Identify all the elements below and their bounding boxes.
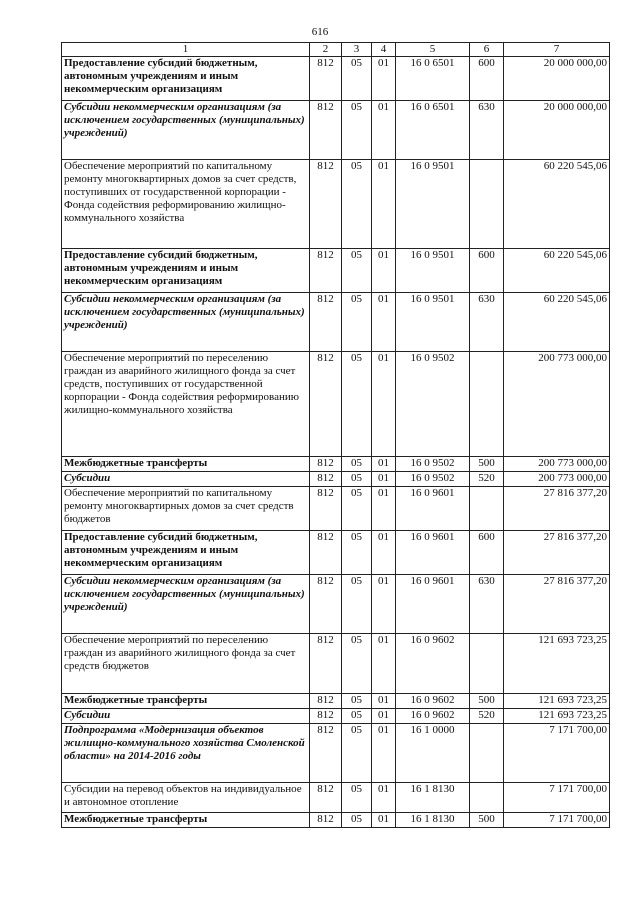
row-amount-cell: 60 220 545,06 [504, 249, 610, 293]
row-section-cell: 05 [342, 531, 372, 575]
row-code-cell: 812 [310, 472, 342, 487]
row-code-cell: 812 [310, 457, 342, 472]
row-amount-cell: 27 816 377,20 [504, 487, 610, 531]
table-row [62, 813, 610, 828]
row-type-cell: 600 [470, 249, 504, 293]
row-subsection-cell: 01 [372, 783, 396, 813]
row-target-cell: 16 0 6501 [396, 101, 470, 160]
row-amount-cell: 7 171 700,00 [504, 783, 610, 813]
header-cell: 6 [470, 43, 504, 57]
row-code-cell: 812 [310, 101, 342, 160]
row-amount-cell: 121 693 723,25 [504, 694, 610, 709]
header-cell: 4 [372, 43, 396, 57]
row-name-cell: Предоставление субсидий бюджетным, автономным учреждениям и иным некоммерческим организациям [62, 249, 310, 293]
row-subsection-cell: 01 [372, 634, 396, 694]
row-subsection-cell: 01 [372, 575, 396, 634]
row-section-cell: 05 [342, 694, 372, 709]
row-section-cell: 05 [342, 57, 372, 101]
row-amount-cell: 121 693 723,25 [504, 709, 610, 724]
row-subsection-cell: 01 [372, 160, 396, 249]
row-amount-cell: 121 693 723,25 [504, 634, 610, 694]
row-amount-cell: 7 171 700,00 [504, 724, 610, 783]
row-section-cell: 05 [342, 575, 372, 634]
row-type-cell: 500 [470, 813, 504, 828]
row-subsection-cell: 01 [372, 57, 396, 101]
row-section-cell: 05 [342, 472, 372, 487]
row-code-cell: 812 [310, 575, 342, 634]
row-subsection-cell: 01 [372, 293, 396, 352]
row-section-cell: 05 [342, 634, 372, 694]
row-subsection-cell: 01 [372, 724, 396, 783]
row-target-cell: 16 0 9601 [396, 575, 470, 634]
row-code-cell: 812 [310, 634, 342, 694]
row-section-cell: 05 [342, 709, 372, 724]
row-code-cell: 812 [310, 160, 342, 249]
row-name-cell: Субсидии [62, 472, 310, 487]
row-name-cell: Межбюджетные трансферты [62, 457, 310, 472]
row-type-cell [470, 487, 504, 531]
row-subsection-cell: 01 [372, 813, 396, 828]
row-section-cell: 05 [342, 352, 372, 457]
table-row [62, 694, 610, 709]
row-type-cell [470, 724, 504, 783]
row-amount-cell: 27 816 377,20 [504, 575, 610, 634]
row-target-cell: 16 0 9501 [396, 293, 470, 352]
row-subsection-cell: 01 [372, 249, 396, 293]
row-name-cell: Обеспечение мероприятий по переселению граждан из аварийного жилищного фонда за счет средств бюджетов [62, 634, 310, 694]
table-row [62, 352, 610, 457]
table-row [62, 487, 610, 531]
header-cell: 3 [342, 43, 372, 57]
row-name-cell: Обеспечение мероприятий по капитальному ремонту многоквартирных домов за счет средств бюджетов [62, 487, 310, 531]
row-name-cell: Подпрограмма «Модернизация объектов жилищно-коммунального хозяйства Смоленской области» на 2014-2016 годы [62, 724, 310, 783]
row-target-cell: 16 0 9601 [396, 531, 470, 575]
row-name-cell: Субсидии некоммерческим организациям (за исключением государственных (муниципальных) учреждений) [62, 575, 310, 634]
row-target-cell: 16 0 9602 [396, 694, 470, 709]
row-code-cell: 812 [310, 813, 342, 828]
row-amount-cell: 60 220 545,06 [504, 293, 610, 352]
row-type-cell: 600 [470, 57, 504, 101]
table-row [62, 160, 610, 249]
row-subsection-cell: 01 [372, 694, 396, 709]
table-row [62, 783, 610, 813]
row-section-cell: 05 [342, 101, 372, 160]
row-name-cell: Предоставление субсидий бюджетным, автономным учреждениям и иным некоммерческим организациям [62, 57, 310, 101]
row-subsection-cell: 01 [372, 352, 396, 457]
row-target-cell: 16 0 9502 [396, 457, 470, 472]
page-number: 616 [311, 26, 329, 38]
row-section-cell: 05 [342, 724, 372, 783]
row-code-cell: 812 [310, 352, 342, 457]
row-subsection-cell: 01 [372, 101, 396, 160]
row-name-cell: Обеспечение мероприятий по капитальному ремонту многоквартирных домов за счет средств, поступивших от государственной корпорации - Фонда содействия реформированию жилищно-коммунального хозяйства [62, 160, 310, 249]
row-subsection-cell: 01 [372, 472, 396, 487]
row-name-cell: Субсидии [62, 709, 310, 724]
row-section-cell: 05 [342, 813, 372, 828]
row-name-cell: Предоставление субсидий бюджетным, автономным учреждениям и иным некоммерческим организациям [62, 531, 310, 575]
row-section-cell: 05 [342, 457, 372, 472]
row-amount-cell: 7 171 700,00 [504, 813, 610, 828]
budget-table [61, 42, 610, 828]
row-amount-cell: 27 816 377,20 [504, 531, 610, 575]
row-type-cell [470, 634, 504, 694]
row-target-cell: 16 1 0000 [396, 724, 470, 783]
row-name-cell: Межбюджетные трансферты [62, 813, 310, 828]
row-target-cell: 16 0 9602 [396, 709, 470, 724]
row-amount-cell: 20 000 000,00 [504, 57, 610, 101]
table-row [62, 709, 610, 724]
row-target-cell: 16 0 9602 [396, 634, 470, 694]
row-name-cell: Субсидии на перевод объектов на индивидуальное и автономное отопление [62, 783, 310, 813]
row-name-cell: Обеспечение мероприятий по переселению граждан из аварийного жилищного фонда за счет средств, поступивших от государственной корпорации - Фонда содействия реформированию жилищно-коммунального хозяйства [62, 352, 310, 457]
table-row [62, 101, 610, 160]
row-target-cell: 16 0 9501 [396, 249, 470, 293]
row-amount-cell: 200 773 000,00 [504, 352, 610, 457]
row-name-cell: Субсидии некоммерческим организациям (за исключением государственных (муниципальных) учреждений) [62, 101, 310, 160]
row-amount-cell: 200 773 000,00 [504, 457, 610, 472]
row-name-cell: Межбюджетные трансферты [62, 694, 310, 709]
table-row [62, 57, 610, 101]
row-type-cell: 630 [470, 101, 504, 160]
table-row [62, 457, 610, 472]
row-code-cell: 812 [310, 57, 342, 101]
row-subsection-cell: 01 [372, 487, 396, 531]
row-code-cell: 812 [310, 293, 342, 352]
row-target-cell: 16 1 8130 [396, 783, 470, 813]
row-target-cell: 16 0 9601 [396, 487, 470, 531]
row-code-cell: 812 [310, 531, 342, 575]
row-target-cell: 16 0 9502 [396, 352, 470, 457]
row-target-cell: 16 0 6501 [396, 57, 470, 101]
row-type-cell: 630 [470, 293, 504, 352]
row-target-cell: 16 1 8130 [396, 813, 470, 828]
table-row [62, 293, 610, 352]
row-type-cell [470, 783, 504, 813]
row-subsection-cell: 01 [372, 709, 396, 724]
header-cell: 1 [62, 43, 310, 57]
table-row [62, 724, 610, 783]
header-row [62, 43, 610, 57]
row-code-cell: 812 [310, 724, 342, 783]
row-type-cell: 520 [470, 472, 504, 487]
table-row [62, 575, 610, 634]
header-cell: 2 [310, 43, 342, 57]
row-code-cell: 812 [310, 783, 342, 813]
row-amount-cell: 200 773 000,00 [504, 472, 610, 487]
row-amount-cell: 60 220 545,06 [504, 160, 610, 249]
row-type-cell: 520 [470, 709, 504, 724]
table-row [62, 472, 610, 487]
row-section-cell: 05 [342, 160, 372, 249]
row-subsection-cell: 01 [372, 457, 396, 472]
row-code-cell: 812 [310, 709, 342, 724]
header-cell: 5 [396, 43, 470, 57]
row-section-cell: 05 [342, 487, 372, 531]
row-type-cell [470, 160, 504, 249]
table-row [62, 531, 610, 575]
row-target-cell: 16 0 9501 [396, 160, 470, 249]
row-type-cell: 600 [470, 531, 504, 575]
row-name-cell: Субсидии некоммерческим организациям (за исключением государственных (муниципальных) учреждений) [62, 293, 310, 352]
row-type-cell: 500 [470, 694, 504, 709]
row-code-cell: 812 [310, 487, 342, 531]
row-subsection-cell: 01 [372, 531, 396, 575]
row-target-cell: 16 0 9502 [396, 472, 470, 487]
row-amount-cell: 20 000 000,00 [504, 101, 610, 160]
row-section-cell: 05 [342, 249, 372, 293]
header-cell: 7 [504, 43, 610, 57]
row-section-cell: 05 [342, 293, 372, 352]
row-code-cell: 812 [310, 249, 342, 293]
row-type-cell: 630 [470, 575, 504, 634]
row-type-cell [470, 352, 504, 457]
table-row [62, 634, 610, 694]
table-row [62, 249, 610, 293]
row-section-cell: 05 [342, 783, 372, 813]
row-code-cell: 812 [310, 694, 342, 709]
row-type-cell: 500 [470, 457, 504, 472]
